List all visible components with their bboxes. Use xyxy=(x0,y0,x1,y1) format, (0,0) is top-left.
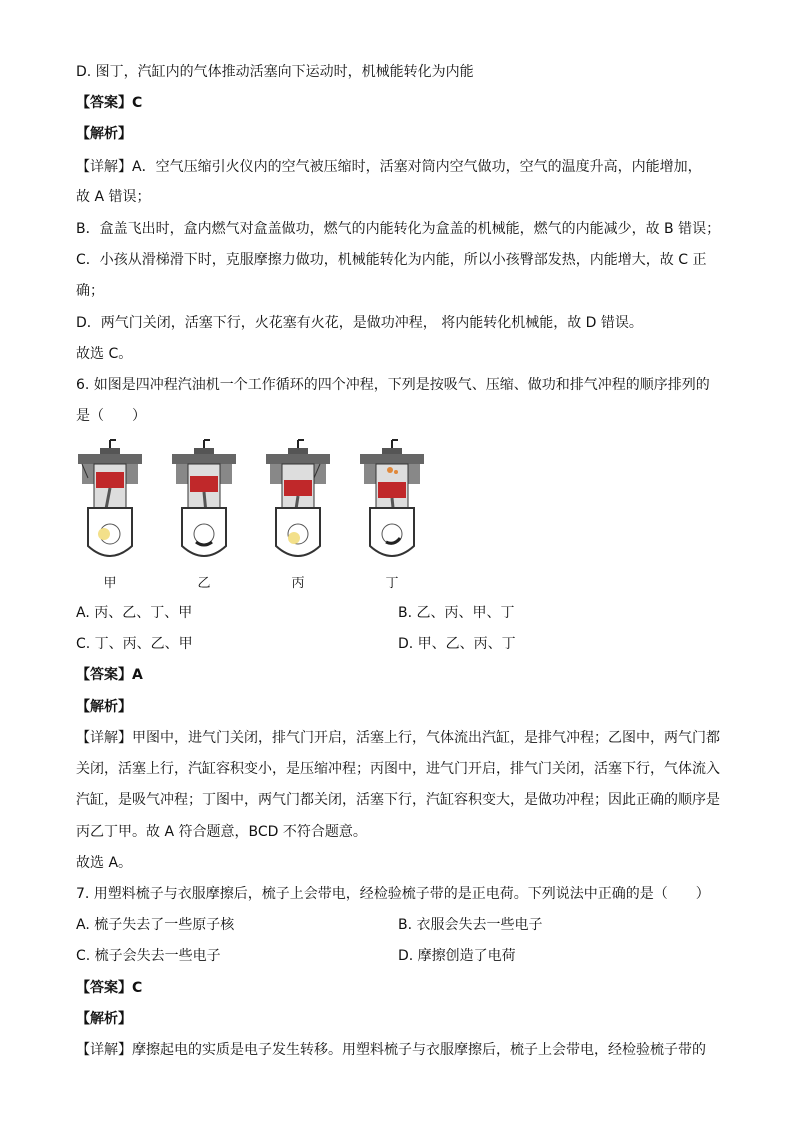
option-d-prev: D. 图丁，汽缸内的气体推动活塞向下运动时，机械能转化为内能 xyxy=(76,64,474,80)
q7-detail-line: 【详解】摩擦起电的实质是电子发生转移。用塑料梳子与衣服摩擦后，梳子上会带电，经检验梳子带的 xyxy=(76,1042,706,1058)
q7-option-a: A. 梳子失去了一些原子核 xyxy=(76,917,235,933)
q6-option-b: B. 乙、丙、甲、丁 xyxy=(398,605,515,621)
q7-analysis-label: 【解析】 xyxy=(76,1011,132,1027)
q6-detail-line: 丙乙丁甲。故 A 符合题意，BCD 不符合题意。 xyxy=(76,824,367,840)
engine-label-bing: 丙 xyxy=(291,576,305,591)
analysis-label: 【解析】 xyxy=(76,126,132,142)
engine-diagram-yi xyxy=(168,438,240,568)
q6-option-d: D. 甲、乙、丙、丁 xyxy=(398,636,516,652)
engine-diagram-jia xyxy=(74,438,146,568)
answer-label: 【答案】C xyxy=(76,95,143,111)
q7-option-d: D. 摩擦创造了电荷 xyxy=(398,948,516,964)
q6-answer-label: 【答案】A xyxy=(76,667,143,683)
engine-label-yi: 乙 xyxy=(197,576,211,591)
detail-line: 【详解】A．空气压缩引火仪内的空气被压缩时，活塞对筒内空气做功，空气的温度升高，内能增加， xyxy=(76,159,702,175)
q7-answer-label: 【答案】C xyxy=(76,980,143,996)
q6-option-a: A. 丙、乙、丁、甲 xyxy=(76,605,193,621)
engine-label-jia: 甲 xyxy=(103,576,117,591)
engine-diagram-bing xyxy=(262,438,334,568)
question-7-stem: 7. 用塑料梳子与衣服摩擦后，梳子上会带电，经检验梳子带的是正电荷。下列说法中正确的是（ ） xyxy=(76,886,710,902)
question-6-stem-cont: 是（ ） xyxy=(76,408,146,424)
detail-line: D．两气门关闭，活塞下行，火花塞有火花，是做功冲程， 将内能转化机械能，故 D 错误。 xyxy=(76,315,643,331)
q7-option-c: C. 梳子会失去一些电子 xyxy=(76,948,221,964)
q6-detail-line: 【详解】甲图中，进气门关闭，排气门开启，活塞上行，气体流出汽缸，是排气冲程；乙图中，两气门都 xyxy=(76,730,720,746)
q6-conclusion-line: 故选 A。 xyxy=(76,855,133,871)
q6-detail-line: 关闭，活塞上行，汽缸容积变小，是压缩冲程；丙图中，进气门开启，排气门关闭，活塞下行，气体流入 xyxy=(76,761,720,777)
engine-label-ding: 丁 xyxy=(385,576,399,591)
q6-option-c: C. 丁、丙、乙、甲 xyxy=(76,636,193,652)
question-6-stem: 6. 如图是四冲程汽油机一个工作循环的四个冲程，下列是按吸气、压缩、做功和排气冲程的顺序排列的 xyxy=(76,377,710,393)
q6-detail-line: 汽缸，是吸气冲程；丁图中，两气门都关闭，活塞下行，汽缸容积变大，是做功冲程；因此正确的顺序是 xyxy=(76,792,720,808)
q6-analysis-label: 【解析】 xyxy=(76,699,132,715)
detail-line: 确； xyxy=(76,283,104,299)
detail-line: C．小孩从滑梯滑下时，克服摩擦力做功，机械能转化为内能，所以小孩臀部发热，内能增大，故 C 正 xyxy=(76,252,707,268)
engine-diagram-ding xyxy=(356,438,428,568)
detail-line: B．盒盖飞出时，盒内燃气对盒盖做功，燃气的内能转化为盒盖的机械能，燃气的内能减少，故 B 错误； xyxy=(76,221,721,237)
q7-option-b: B. 衣服会失去一些电子 xyxy=(398,917,543,933)
detail-line: 故 A 错误； xyxy=(76,189,151,205)
conclusion-line: 故选 C。 xyxy=(76,346,133,362)
